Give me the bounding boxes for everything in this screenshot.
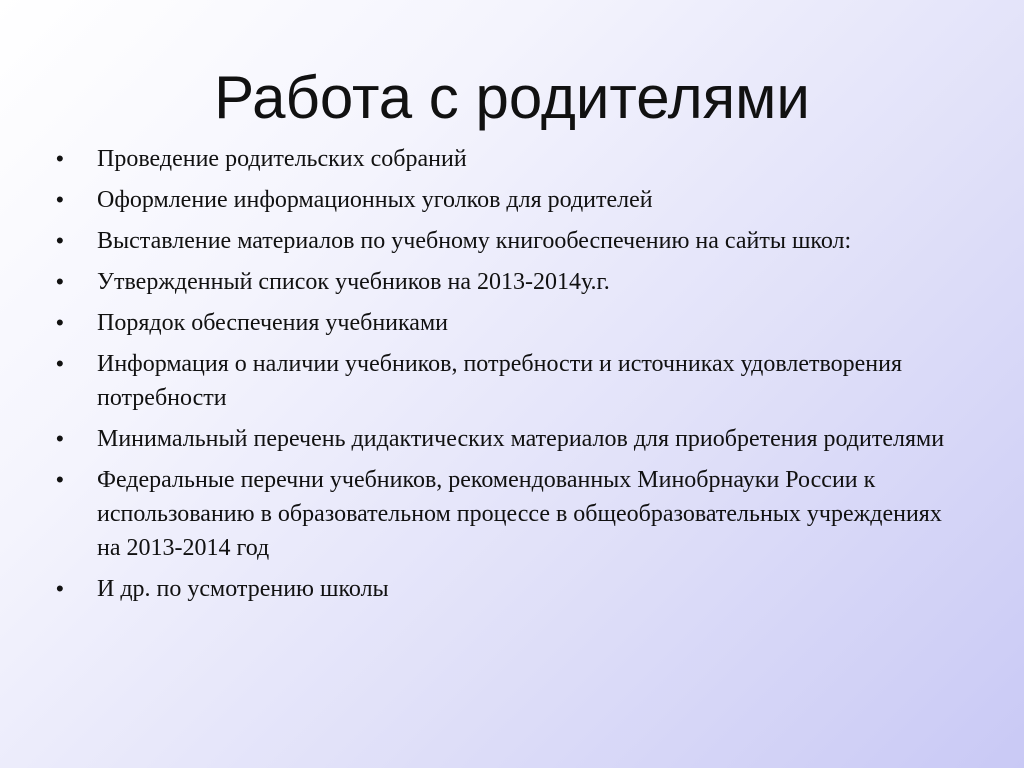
list-item [56, 224, 976, 258]
bullet-icon: • [56, 310, 64, 335]
bullet-icon: • [56, 426, 64, 451]
list-item-text: Проведение родительских собраний [97, 146, 467, 172]
list-item [56, 265, 976, 299]
list-item-text: И др. по усмотрению школы [97, 576, 389, 602]
list-item-text: Федеральные перечни учебников, рекомендованных Минобрнауки России к использованию в образовательном процессе в общеобразовательных учреждениях на 2013-2014 год [97, 467, 942, 561]
bullet-icon: • [56, 269, 64, 294]
bullet-icon: • [56, 351, 64, 376]
list-item [56, 463, 976, 565]
list-item-text: Порядок обеспечения учебниками [97, 310, 448, 336]
list-item-text: Оформление информационных уголков для родителей [97, 187, 653, 213]
list-item-text: Информация о наличии учебников, потребности и источниках удовлетворения потребности [97, 351, 903, 411]
list-item-text: Выставление материалов по учебному книгообеспечению на сайты школ: [97, 228, 852, 254]
bullet-icon: • [56, 228, 64, 253]
list-item-text: Утвержденный список учебников на 2013-2014у.г. [97, 269, 610, 295]
list-item [56, 572, 976, 606]
list-item [56, 306, 976, 340]
bullet-icon: • [56, 187, 64, 212]
bullet-icon: • [56, 467, 64, 492]
list-item [56, 347, 976, 415]
list-item [56, 183, 976, 217]
slide-title: Работа с родителями [214, 64, 810, 131]
bullet-list [56, 142, 976, 613]
list-item [56, 422, 976, 456]
list-item-text: Минимальный перечень дидактических материалов для приобретения родителями [97, 426, 945, 452]
list-item [56, 142, 976, 176]
bullet-icon: • [56, 146, 64, 171]
bullet-icon: • [56, 576, 64, 601]
